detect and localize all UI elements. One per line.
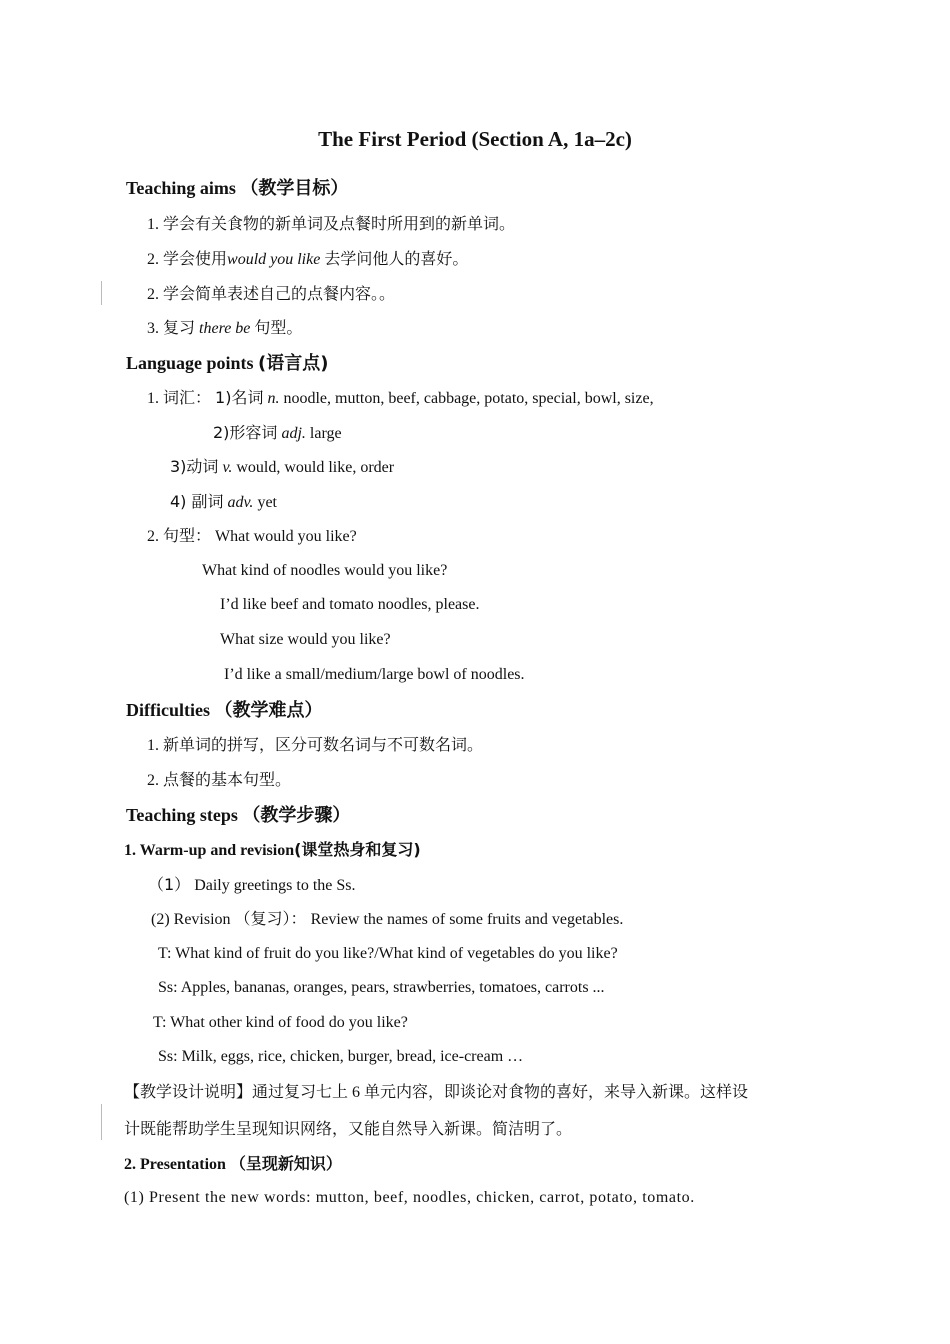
dialogue-line-4: Ss: Milk, eggs, rice, chicken, burger, bread, ice-cream … [158, 1048, 524, 1065]
vocab-adj-line: 2)形容词 adj. large [213, 423, 342, 442]
language-points-heading: Language points (语言点) [126, 353, 329, 374]
page-title: The First Period (Section A, 1a–2c) [318, 127, 632, 151]
difficulty-item-1: 1. 新单词的拼写，区分可数名词与不可数名词。 [147, 735, 484, 754]
change-bar [101, 281, 102, 305]
step2-point-1: (1) Present the new words: mutton, beef, noodles, chicken, carrot, potato, tomato. [124, 1189, 695, 1206]
dialogue-line-1: T: What kind of fruit do you like?/What kind of vegetables do you like? [158, 945, 618, 962]
vocab-noun-line: 1. 词汇： 1)名词 n. noodle, mutton, beef, cabbage, potato, special, bowl, size, [147, 388, 654, 407]
difficulties-heading: Difficulties （教学难点） [126, 700, 323, 721]
step1-heading: 1. Warm-up and revision(课堂热身和复习) [124, 840, 421, 859]
aims-item-1: 1. 学会有关食物的新单词及点餐时所用到的新单词。 [147, 214, 516, 233]
step1-point-1: （1） Daily greetings to the Ss. [148, 875, 356, 894]
sentence-pattern-2: What kind of noodles would you like? [202, 562, 448, 579]
aims-item-4: 3. 复习 there be 句型。 [147, 318, 303, 337]
vocab-adv-line: 4) 副词 adv. yet [170, 492, 277, 511]
dialogue-line-3: T: What other kind of food do you like? [153, 1014, 408, 1031]
teaching-aims-heading: Teaching aims （教学目标） [126, 178, 349, 199]
design-note-line-2: 计既能帮助学生呈现知识网络，又能自然导入新课。简洁明了。 [124, 1119, 573, 1138]
teaching-steps-heading: Teaching steps （教学步骤） [126, 805, 351, 826]
sentence-pattern-4: What size would you like? [220, 631, 391, 648]
aims-item-2: 2. 学会使用would you like 去学问他人的喜好。 [147, 249, 469, 268]
sentence-pattern-1: 2. 句型： What would you like? [147, 526, 357, 545]
change-bar [101, 1104, 102, 1140]
difficulty-item-2: 2. 点餐的基本句型。 [147, 770, 292, 789]
design-note-line-1: 【教学设计说明】通过复习七上 6 单元内容，即谈论对食物的喜好，来导入新课。这样设 [124, 1082, 749, 1101]
step1-point-2: (2) Revision （复习）： Review the names of some fruits and vegetables. [151, 909, 624, 928]
sentence-pattern-5: I’d like a small/medium/large bowl of noodles. [224, 666, 525, 683]
step2-heading: 2. Presentation （呈现新知识） [124, 1154, 342, 1173]
aims-item-3: 2. 学会简单表述自己的点餐内容。。 [147, 284, 396, 303]
sentence-pattern-3: I’d like beef and tomato noodles, please. [220, 596, 480, 613]
vocab-verb-line: 3)动词 v. would, would like, order [170, 457, 395, 476]
dialogue-line-2: Ss: Apples, bananas, oranges, pears, strawberries, tomatoes, carrots ... [158, 979, 605, 996]
